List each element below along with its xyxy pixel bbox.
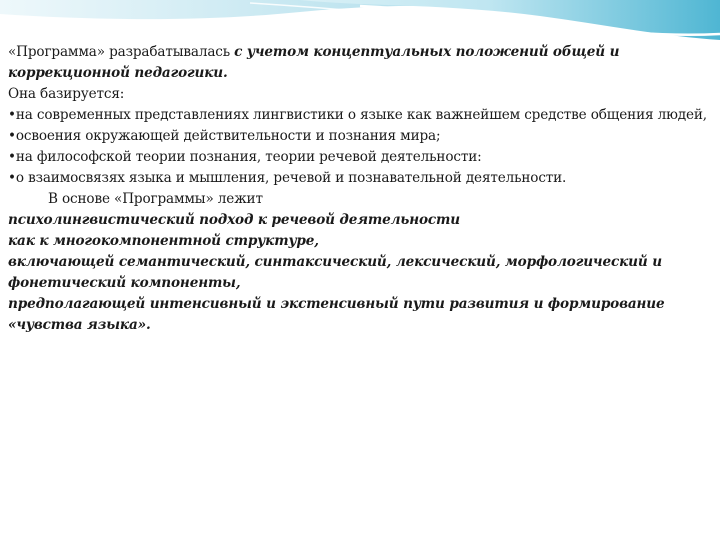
header-wave-decoration — [0, 0, 720, 48]
approach-line: включающей семантический, синтаксический, лексический, морфологический и фонетический компоненты, — [8, 254, 662, 291]
bullet-item: •на философской теории познания, теории речевой деятельности: — [8, 149, 482, 165]
intro-emphasis-text: с учетом концептуальных положений общей и коррекционной педагогики — [8, 44, 620, 81]
approach-line: как к многокомпонентной структуре, — [8, 233, 319, 249]
based-on-heading: Она базируется: — [8, 86, 125, 102]
intro-period: . — [223, 65, 228, 81]
program-intro-paragraph — [8, 42, 714, 84]
bullet-item: •о взаимосвязях языка и мышления, речевой и познавательной деятельности. — [8, 170, 567, 186]
approach-line: предполагающей интенсивный и экстенсивный пути развития и формирование «чувства языка». — [8, 296, 665, 333]
program-basis-line: В основе «Программы» лежит — [48, 191, 263, 207]
approach-line: психолингвистический подход к речевой деятельности — [8, 212, 461, 228]
bullet-item: •освоения окружающей действительности и познания мира; — [8, 128, 441, 144]
slide-text-body — [8, 42, 714, 336]
intro-plain-text: «Программа» разрабатывалась — [8, 44, 235, 60]
bullet-item: •на современных представлениях лингвистики о языке как важнейшем средстве общения людей, — [8, 107, 707, 123]
